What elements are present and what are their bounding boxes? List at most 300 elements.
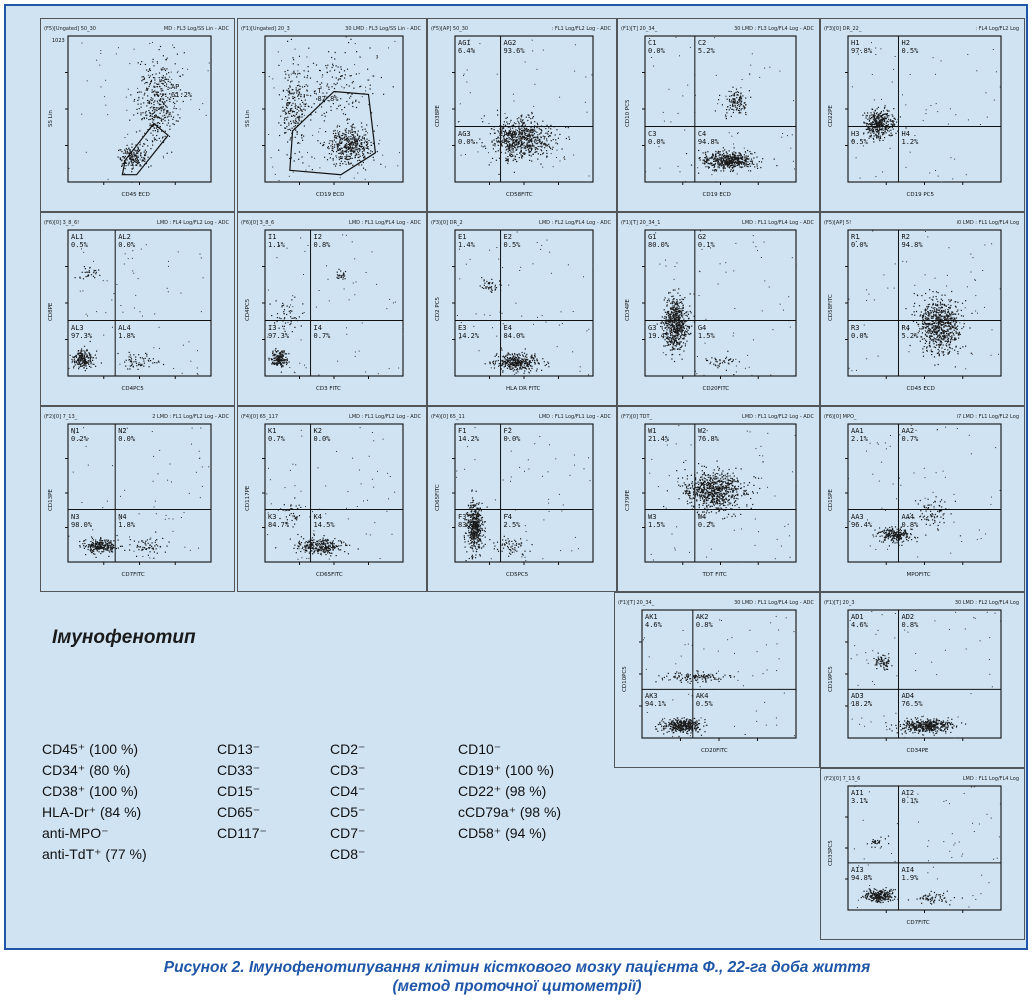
event-dot	[886, 118, 887, 119]
event-dot	[498, 360, 499, 361]
event-dot	[529, 134, 530, 135]
event-dot	[88, 360, 89, 361]
event-dot	[881, 111, 882, 112]
event-dot	[292, 318, 293, 319]
event-dot	[715, 160, 716, 161]
event-dot	[321, 106, 322, 107]
event-dot	[137, 88, 138, 89]
event-dot	[339, 72, 340, 73]
event-dot	[80, 278, 81, 279]
event-dot	[303, 109, 304, 110]
event-dot	[338, 132, 339, 133]
event-dot	[757, 166, 758, 167]
event-dot	[484, 285, 485, 286]
event-dot	[522, 366, 523, 367]
event-dot	[149, 86, 150, 87]
event-dot	[514, 365, 515, 366]
event-dot	[732, 109, 733, 110]
event-dot	[515, 357, 516, 358]
event-dot	[359, 140, 360, 141]
event-dot	[727, 161, 728, 162]
event-dot	[466, 264, 467, 265]
event-dot	[143, 358, 144, 359]
event-dot	[512, 155, 513, 156]
event-dot	[146, 151, 147, 152]
event-dot	[521, 140, 522, 141]
event-dot	[875, 110, 876, 111]
event-dot	[678, 330, 679, 331]
event-dot	[366, 144, 367, 145]
event-dot	[549, 135, 550, 136]
event-dot	[872, 127, 873, 128]
event-dot	[568, 127, 569, 128]
event-dot	[504, 121, 505, 122]
event-dot	[345, 140, 346, 141]
event-dot	[146, 356, 147, 357]
event-dot	[523, 356, 524, 357]
event-dot	[360, 146, 361, 147]
event-dot	[84, 356, 85, 357]
quadrant-label	[458, 39, 475, 55]
event-dot	[527, 365, 528, 366]
event-dot	[743, 105, 744, 106]
event-dot	[118, 150, 119, 151]
event-dot	[287, 102, 288, 103]
event-dot	[337, 148, 338, 149]
event-dot	[282, 350, 283, 351]
event-dot	[498, 174, 499, 175]
event-dot	[165, 105, 166, 106]
event-dot	[302, 102, 303, 103]
event-dot	[168, 266, 169, 267]
event-dot	[84, 351, 85, 352]
event-dot	[290, 323, 291, 324]
event-dot	[334, 140, 335, 141]
event-dot	[134, 99, 135, 100]
event-dot	[140, 365, 141, 366]
event-dot	[540, 129, 541, 130]
event-dot	[686, 311, 687, 312]
event-dot	[515, 159, 516, 160]
event-dot	[723, 168, 724, 169]
event-dot	[481, 118, 482, 119]
event-dot	[718, 153, 719, 154]
event-dot	[354, 127, 355, 128]
event-dot	[334, 70, 335, 71]
event-dot	[89, 272, 90, 273]
event-dot	[879, 120, 880, 121]
event-dot	[495, 151, 496, 152]
event-dot	[732, 171, 733, 172]
event-dot	[531, 146, 532, 147]
event-dot	[544, 138, 545, 139]
event-dot	[872, 131, 873, 132]
event-dot	[146, 115, 147, 116]
event-dot	[281, 354, 282, 355]
event-dot	[728, 156, 729, 157]
event-dot	[540, 154, 541, 155]
event-dot	[724, 155, 725, 156]
event-dot	[534, 130, 535, 131]
event-dot	[787, 135, 788, 136]
event-dot	[150, 75, 151, 76]
event-dot	[143, 366, 144, 367]
event-dot	[137, 100, 138, 101]
quadrant-percent: 97.3%	[71, 331, 93, 340]
event-dot	[489, 282, 490, 283]
event-dot	[328, 279, 329, 280]
event-dot	[887, 130, 888, 131]
event-dot	[131, 154, 132, 155]
event-dot	[128, 360, 129, 361]
event-dot	[542, 167, 543, 168]
event-dot	[516, 161, 517, 162]
event-dot	[314, 103, 315, 104]
event-dot	[133, 366, 134, 367]
event-dot	[748, 166, 749, 167]
event-dot	[484, 280, 485, 281]
event-dot	[304, 70, 305, 71]
event-dot	[327, 147, 328, 148]
event-dot	[139, 91, 140, 92]
event-dot	[497, 74, 498, 75]
event-dot	[279, 135, 280, 136]
event-dot	[530, 135, 531, 136]
event-dot	[371, 142, 372, 143]
event-dot	[380, 164, 381, 165]
event-dot	[157, 107, 158, 108]
event-dot	[721, 158, 722, 159]
event-dot	[875, 118, 876, 119]
quadrant-name: H2	[901, 39, 910, 47]
event-dot	[495, 286, 496, 287]
event-dot	[302, 313, 303, 314]
event-dot	[516, 154, 517, 155]
event-dot	[525, 153, 526, 154]
event-dot	[166, 110, 167, 111]
event-dot	[291, 311, 292, 312]
event-dot	[871, 135, 872, 136]
event-dot	[301, 156, 302, 157]
event-dot	[144, 78, 145, 79]
event-dot	[744, 156, 745, 157]
event-dot	[160, 88, 161, 89]
event-dot	[737, 173, 738, 174]
event-dot	[159, 327, 160, 328]
event-dot	[299, 86, 300, 87]
event-dot	[874, 113, 875, 114]
event-dot	[491, 162, 492, 163]
event-dot	[740, 155, 741, 156]
event-dot	[753, 157, 754, 158]
event-dot	[345, 145, 346, 146]
event-dot	[856, 157, 857, 158]
event-dot	[298, 159, 299, 160]
event-dot	[361, 142, 362, 143]
event-dot	[133, 152, 134, 153]
event-dot	[681, 333, 682, 334]
event-dot	[336, 77, 337, 78]
event-dot	[292, 306, 293, 307]
event-dot	[929, 173, 930, 174]
event-dot	[340, 143, 341, 144]
event-dot	[284, 362, 285, 363]
event-dot	[169, 114, 170, 115]
event-dot	[147, 95, 148, 96]
event-dot	[535, 149, 536, 150]
event-dot	[160, 126, 161, 127]
event-dot	[711, 162, 712, 163]
event-dot	[719, 95, 720, 96]
event-dot	[563, 157, 564, 158]
event-dot	[532, 360, 533, 361]
quadrant-percent: 97.8%	[851, 47, 873, 55]
event-dot	[745, 160, 746, 161]
event-dot	[531, 161, 532, 162]
event-dot	[725, 115, 726, 116]
event-dot	[149, 125, 150, 126]
event-dot	[550, 128, 551, 129]
event-dot	[672, 302, 673, 303]
event-dot	[739, 108, 740, 109]
event-dot	[338, 269, 339, 270]
event-dot	[489, 362, 490, 363]
event-dot	[72, 362, 73, 363]
event-dot	[291, 108, 292, 109]
event-dot	[518, 365, 519, 366]
event-dot	[551, 153, 552, 154]
event-dot	[510, 354, 511, 355]
event-dot	[515, 362, 516, 363]
event-dot	[926, 109, 927, 110]
event-dot	[874, 116, 875, 117]
event-dot	[706, 156, 707, 157]
event-dot	[752, 53, 753, 54]
event-dot	[724, 149, 725, 150]
event-dot	[140, 103, 141, 104]
event-dot	[524, 147, 525, 148]
event-dot	[527, 120, 528, 121]
event-dot	[331, 154, 332, 155]
event-dot	[350, 156, 351, 157]
event-dot	[353, 283, 354, 284]
event-dot	[292, 111, 293, 112]
event-dot	[670, 344, 671, 345]
event-dot	[517, 365, 518, 366]
x-axis-label: CD4PC5	[121, 386, 144, 392]
event-dot	[348, 151, 349, 152]
event-dot	[507, 358, 508, 359]
event-dot	[310, 78, 311, 79]
event-dot	[378, 373, 379, 374]
event-dot	[354, 150, 355, 151]
event-dot	[84, 346, 85, 347]
event-dot	[158, 84, 159, 85]
plot-header-left: (F5)[Ungated] 50_30	[44, 26, 96, 32]
event-dot	[341, 152, 342, 153]
event-dot	[523, 154, 524, 155]
event-dot	[273, 360, 274, 361]
event-dot	[682, 95, 683, 96]
event-dot	[348, 149, 349, 150]
event-dot	[336, 65, 337, 66]
event-dot	[746, 163, 747, 164]
event-dot	[128, 164, 129, 165]
event-dot	[524, 365, 525, 366]
event-dot	[126, 148, 127, 149]
event-dot	[359, 351, 360, 352]
event-dot	[339, 136, 340, 137]
event-dot	[741, 163, 742, 164]
event-dot	[292, 128, 293, 129]
quadrant-name: H3	[851, 129, 860, 138]
event-dot	[358, 131, 359, 132]
event-dot	[92, 364, 93, 365]
event-dot	[279, 359, 280, 360]
event-dot	[966, 174, 967, 175]
event-dot	[663, 345, 664, 346]
event-dot	[482, 287, 483, 288]
event-dot	[177, 114, 178, 115]
event-dot	[685, 181, 686, 182]
event-dot	[70, 355, 71, 356]
event-dot	[307, 86, 308, 87]
event-dot	[893, 129, 894, 130]
event-dot	[512, 148, 513, 149]
event-dot	[291, 81, 292, 82]
event-dot	[296, 114, 297, 115]
event-dot	[366, 139, 367, 140]
event-dot	[90, 357, 91, 358]
event-dot	[866, 116, 867, 117]
event-dot	[277, 363, 278, 364]
event-dot	[371, 145, 372, 146]
event-dot	[86, 272, 87, 273]
event-dot	[720, 159, 721, 160]
event-dot	[133, 114, 134, 115]
event-dot	[705, 166, 706, 167]
event-dot	[296, 92, 297, 93]
event-dot	[717, 162, 718, 163]
event-dot	[653, 66, 654, 67]
event-dot	[548, 127, 549, 128]
event-dot	[726, 118, 727, 119]
event-dot	[509, 360, 510, 361]
event-dot	[976, 70, 977, 71]
event-dot	[341, 275, 342, 276]
event-dot	[176, 108, 177, 109]
y-axis-label: CD22PE	[828, 105, 834, 127]
event-dot	[208, 70, 209, 71]
event-dot	[295, 123, 296, 124]
event-dot	[151, 97, 152, 98]
event-dot	[352, 158, 353, 159]
event-dot	[356, 282, 357, 283]
cytometry-plot-7	[237, 212, 427, 406]
event-dot	[379, 140, 380, 141]
event-dot	[683, 326, 684, 327]
event-dot	[330, 70, 331, 71]
quadrant-label	[504, 324, 525, 340]
event-dot	[465, 154, 466, 155]
event-dot	[900, 116, 901, 117]
event-dot	[166, 68, 167, 69]
event-dot	[507, 163, 508, 164]
event-dot	[525, 62, 526, 63]
event-dot	[120, 157, 121, 158]
event-dot	[139, 108, 140, 109]
event-dot	[165, 96, 166, 97]
event-dot	[520, 355, 521, 356]
event-dot	[149, 112, 150, 113]
event-dot	[548, 363, 549, 364]
event-dot	[281, 60, 282, 61]
event-dot	[545, 133, 546, 134]
event-dot	[87, 80, 88, 81]
event-dot	[152, 61, 153, 62]
event-dot	[132, 270, 133, 271]
event-dot	[985, 92, 986, 93]
event-dot	[353, 124, 354, 125]
event-dot	[509, 359, 510, 360]
event-dot	[176, 101, 177, 102]
event-dot	[169, 126, 170, 127]
event-dot	[737, 133, 738, 134]
event-dot	[80, 351, 81, 352]
event-dot	[69, 368, 70, 369]
event-dot	[349, 147, 350, 148]
event-dot	[496, 287, 497, 288]
event-dot	[167, 97, 168, 98]
event-dot	[332, 140, 333, 141]
event-dot	[517, 361, 518, 362]
event-dot	[146, 69, 147, 70]
event-dot	[197, 368, 198, 369]
event-dot	[363, 162, 364, 163]
event-dot	[84, 358, 85, 359]
event-dot	[685, 325, 686, 326]
event-dot	[352, 147, 353, 148]
event-dot	[756, 164, 757, 165]
quadrant-label	[851, 130, 868, 146]
event-dots	[267, 234, 403, 376]
event-dot	[77, 353, 78, 354]
event-dot	[289, 362, 290, 363]
event-dot	[878, 107, 879, 108]
event-dot	[154, 110, 155, 111]
event-dot	[77, 360, 78, 361]
quadrant-percent: 0.7%	[313, 331, 331, 340]
event-dot	[347, 159, 348, 160]
event-dot	[740, 105, 741, 106]
event-dot	[714, 165, 715, 166]
event-dot	[142, 316, 143, 317]
event-dot	[530, 132, 531, 133]
event-dot	[533, 137, 534, 138]
event-dot	[355, 352, 356, 353]
event-dot	[712, 153, 713, 154]
event-dot	[75, 364, 76, 365]
event-dot	[547, 145, 548, 146]
event-dot	[82, 290, 83, 291]
event-dot	[81, 353, 82, 354]
event-dot	[361, 122, 362, 123]
event-dot	[147, 145, 148, 146]
event-dot	[557, 346, 558, 347]
event-dot	[705, 152, 706, 153]
event-dot	[281, 372, 282, 373]
event-dot	[534, 137, 535, 138]
